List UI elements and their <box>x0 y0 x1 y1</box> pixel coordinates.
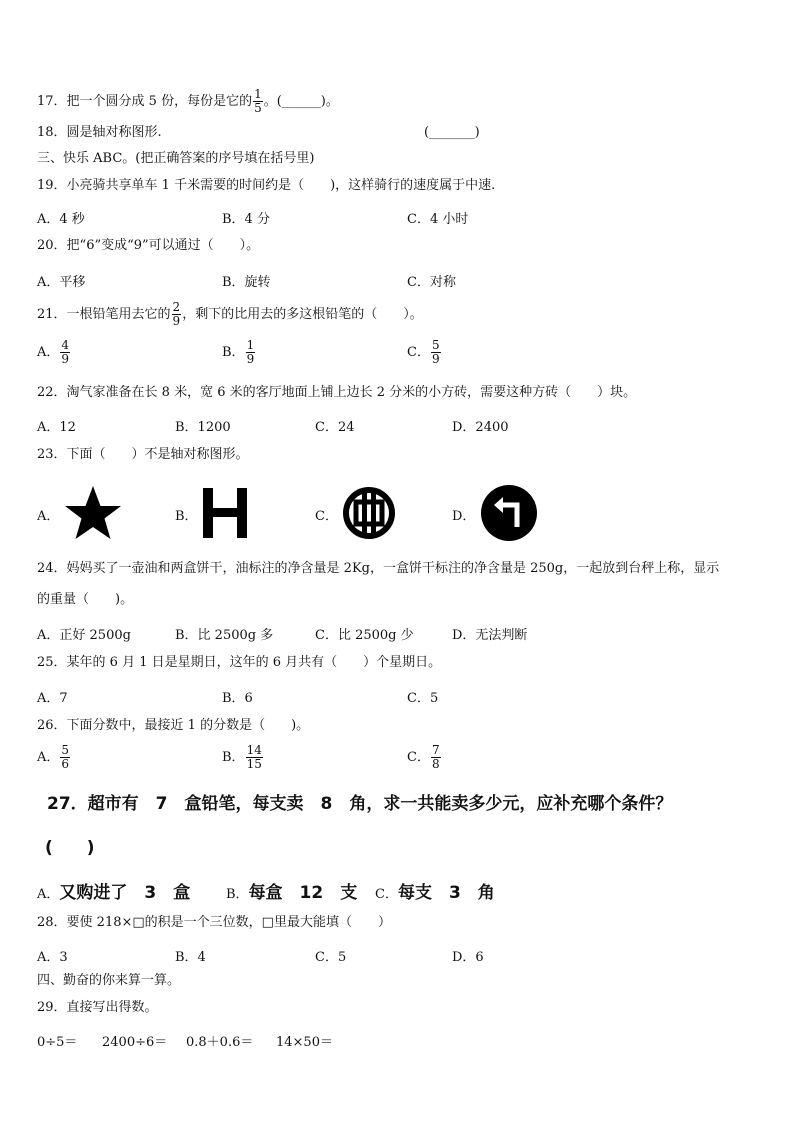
expression-1: 0÷5＝ <box>37 1035 78 1050</box>
question-24-line-1: 24．妈妈买了一壶油和两盒饼干，油标注的净含量是 2Kg，一盒饼干标注的净含量是 250g，一起放到台秤上称，显示 <box>37 561 720 576</box>
option-21-b[interactable]: B． $\frac{1}{9}$ <box>222 338 255 366</box>
fraction-2-9: $\frac{2}{9}$ <box>172 300 181 328</box>
option-23-c[interactable]: C． <box>315 509 338 524</box>
option-27-c[interactable]: C．每支 3 角 <box>375 883 495 903</box>
option-22-b[interactable]: B．1200 <box>175 420 231 435</box>
question-29: 29．直接写出得数。 <box>37 1000 158 1015</box>
question-21: 21．一根铅笔用去它的 $\frac{2}{9}$ ，剩下的比用去的多这根铅笔的（ ）。 <box>37 300 423 328</box>
option-23-b[interactable]: B． <box>175 509 198 524</box>
option-26-c[interactable]: C． $\frac{7}{8}$ <box>407 743 440 771</box>
option-22-c[interactable]: C．24 <box>315 420 355 435</box>
option-28-a[interactable]: A．3 <box>37 950 68 965</box>
expression-3: 0.8＋0.6＝ <box>186 1035 254 1050</box>
option-19-b[interactable]: B．4 分 <box>222 212 270 227</box>
answer-blank-18[interactable]: (_______) <box>424 125 480 140</box>
option-28-c[interactable]: C．5 <box>315 950 347 965</box>
option-26-a[interactable]: A． $\frac{5}{6}$ <box>37 743 70 771</box>
option-25-a[interactable]: A．7 <box>37 691 68 706</box>
turn-left-sign-icon <box>480 484 538 542</box>
option-19-c[interactable]: C．4 小时 <box>407 212 469 227</box>
bank-logo-icon <box>341 486 397 540</box>
expression-4: 14×50＝ <box>276 1035 333 1050</box>
option-24-d[interactable]: D．无法判断 <box>452 628 528 643</box>
question-27: 27．超市有 7 盒铅笔，每支卖 8 角，求一共能卖多少元，应补充哪个条件？ <box>47 794 673 814</box>
section-3-title: 三、快乐 ABC。(把正确答案的序号填在括号里) <box>37 151 315 166</box>
option-21-c[interactable]: C． $\frac{5}{9}$ <box>407 338 440 366</box>
option-20-a[interactable]: A．平移 <box>37 275 86 290</box>
question-25: 25．某年的 6 月 1 日是星期日，这年的 6 月共有（ ）个星期日。 <box>37 655 442 670</box>
option-22-d[interactable]: D．2400 <box>452 420 509 435</box>
option-27-b[interactable]: B．每盒 12 支 <box>226 883 358 903</box>
option-26-b[interactable]: B． $\frac{14}{15}$ <box>222 743 262 771</box>
option-19-a[interactable]: A．4 秒 <box>37 212 85 227</box>
question-20: 20．把“6”变成“9”可以通过（ ）。 <box>37 238 260 253</box>
option-24-c[interactable]: C．比 2500g 少 <box>315 628 414 643</box>
option-24-a[interactable]: A．正好 2500g <box>37 628 131 643</box>
question-26: 26．下面分数中，最接近 1 的分数是（ )。 <box>37 718 310 733</box>
option-27-a[interactable]: A．又购进了 3 盒 <box>37 883 191 903</box>
option-20-c[interactable]: C．对称 <box>407 275 456 290</box>
question-24-line-2: 的重量（ )。 <box>37 592 134 607</box>
option-21-a[interactable]: A． $\frac{4}{9}$ <box>37 338 70 366</box>
question-17: 17．把一个圆分成 5 份，每份是它的 $\frac{1}{5}$ 。(______)。 <box>37 87 339 115</box>
option-24-b[interactable]: B．比 2500g 多 <box>175 628 274 643</box>
letter-h-icon <box>203 488 247 538</box>
fraction-1-5: $\frac{1}{5}$ <box>254 87 262 115</box>
option-25-b[interactable]: B．6 <box>222 691 253 706</box>
option-28-b[interactable]: B．4 <box>175 950 206 965</box>
star-icon <box>62 484 124 542</box>
section-4-title: 四、勤奋的你来算一算。 <box>37 973 181 988</box>
question-28: 28．要使 218×□的积是一个三位数，□里最大能填（ ） <box>37 915 391 930</box>
option-22-a[interactable]: A．12 <box>37 420 76 435</box>
option-25-c[interactable]: C．5 <box>407 691 439 706</box>
expression-2: 2400÷6＝ <box>102 1035 168 1050</box>
question-23: 23．下面（ ）不是轴对称图形。 <box>37 447 249 462</box>
question-19: 19．小亮骑共享单车 1 千米需要的时间约是（ )，这样骑行的速度属于中速. <box>37 178 496 193</box>
option-28-d[interactable]: D．6 <box>452 950 484 965</box>
option-23-a[interactable]: A． <box>37 509 60 524</box>
question-22: 22．淘气家准备在长 8 米，宽 6 米的客厅地面上铺上边长 2 分米的小方砖，需要这种方砖（ ）块。 <box>37 385 637 400</box>
option-23-d[interactable]: D． <box>452 509 476 524</box>
answer-blank-27[interactable]: ( ) <box>45 838 95 858</box>
question-18: 18．圆是轴对称图形. <box>37 125 162 140</box>
option-20-b[interactable]: B．旋转 <box>222 275 271 290</box>
